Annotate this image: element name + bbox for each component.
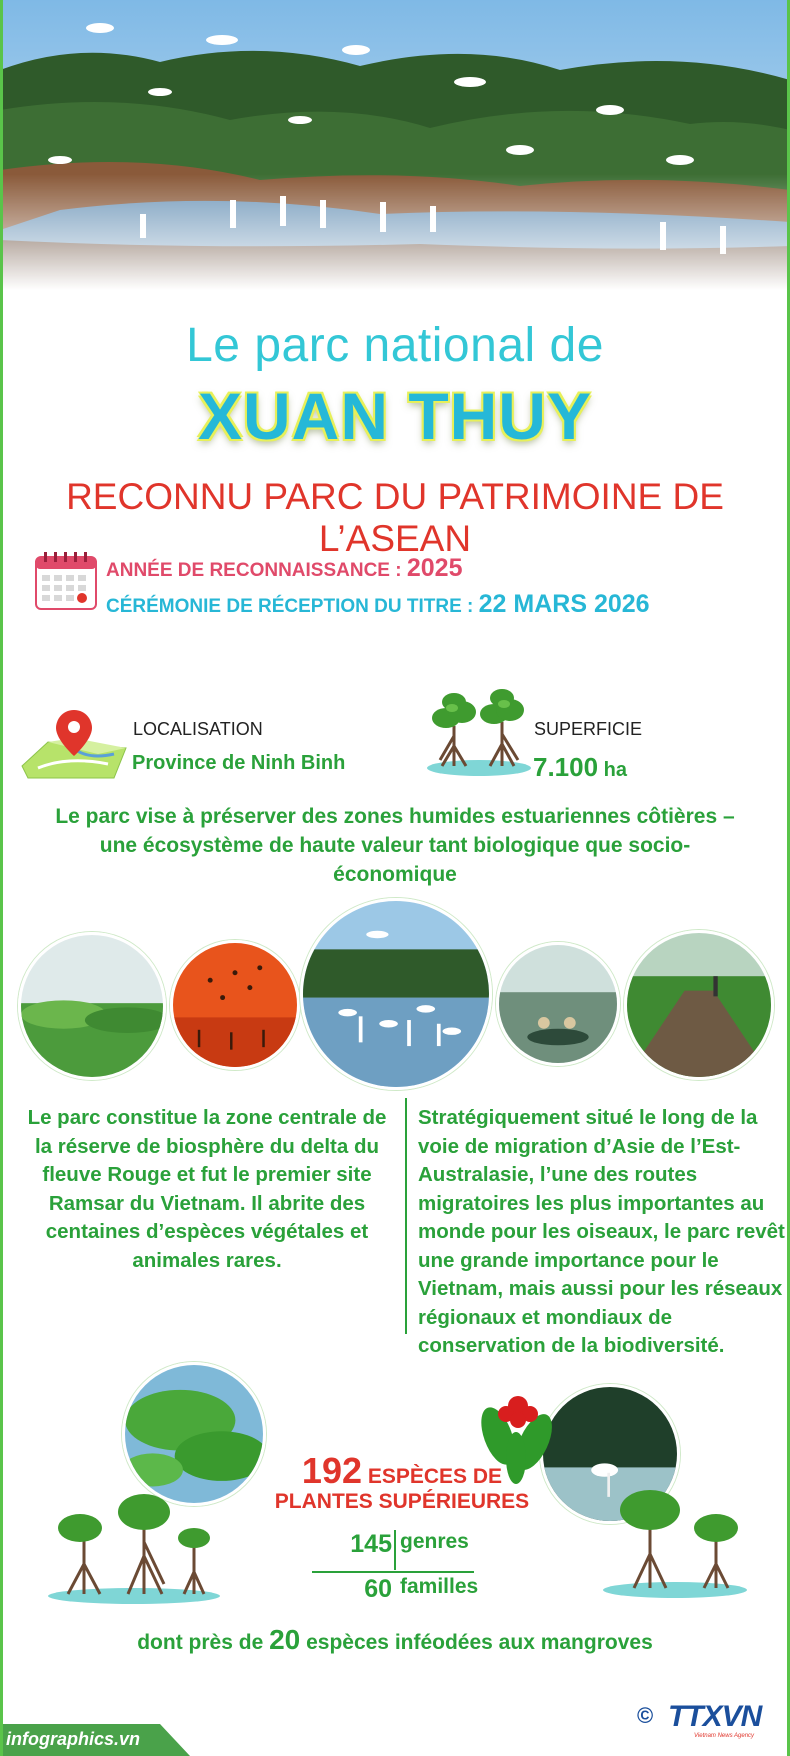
biosphere-text: Le parc constitue la zone centrale de la réserve de biosphère du delta du fleuve Rouge et fut le premier site Ramsar du Vietnam. Il abrite des centaines d’espèces végétales et animales rares. [27, 1106, 387, 1272]
mangrove-trees-right-icon [600, 1470, 750, 1600]
ceremony-date [106, 590, 650, 619]
subtitle: RECONNU PARC DU PATRIMOINE DE L’ASEAN [66, 476, 724, 559]
map-pin-icon [18, 708, 130, 780]
species-label-2: PLANTES SUPÉRIEURES [274, 1490, 530, 1513]
photo-mangrove-path [624, 930, 774, 1080]
title-small: Le parc national de [186, 319, 604, 372]
photo-misty-mangrove [18, 932, 166, 1080]
genres-word: genres [400, 1530, 469, 1553]
migration-text: Stratégiquement situé le long de la voie de migration d’Asie de l’Est-Australasie, l’une des routes migratoires les plus importantes au monde pour les oiseaux, le parc revêt une grande importance pour le Vietnam, mais aussi pour les réseaux régionaux et mondiaux de conservation de la biodiversité. [418, 1106, 785, 1357]
ceremony-date-label: CÉRÉMONIE DE RÉCEPTION DU TITRE : [106, 596, 479, 617]
mangrove-species-line [0, 1624, 790, 1656]
genres-number: 145 [350, 1530, 392, 1558]
location-label: LOCALISATION [133, 719, 263, 739]
area-value [533, 752, 627, 783]
area-label: SUPERFICIE [534, 719, 643, 739]
photo-egrets-wetland [300, 898, 492, 1090]
recognition-year-value: 2025 [406, 554, 463, 582]
recognition-year-label: ANNÉE DE RECONNAISSANCE : [106, 560, 407, 581]
stat-vertical-divider [394, 1530, 396, 1570]
copyright-symbol: © [637, 1703, 654, 1728]
mangrove-tree-icon [424, 686, 534, 778]
footer-site[interactable]: infographics.vn [6, 1729, 141, 1749]
recognition-year [106, 554, 463, 583]
area-number: 7.100 [533, 752, 599, 782]
ttxvn-logo-subtitle: Vietnam News Agency [694, 1733, 755, 1739]
area-unit: ha [598, 759, 627, 781]
mangrove-trees-left-icon [44, 1476, 224, 1606]
mangrove-number: 20 [269, 1624, 301, 1655]
column-divider [405, 1098, 407, 1334]
species-label-1: ESPÈCES DE [362, 1465, 503, 1488]
mangrove-prefix: dont près de [137, 1631, 270, 1654]
ceremony-date-value: 22 MARS 2026 [478, 590, 650, 618]
park-aim-text: Le parc vise à préserver des zones humides estuariennes côtières – une écosystème de haute valeur tant biologique que socio-économique [55, 805, 735, 886]
location-value: Province de Ninh Binh [132, 752, 346, 774]
species-heading [262, 1450, 542, 1514]
stat-horizontal-divider [312, 1571, 474, 1573]
photo-boat-people [496, 942, 620, 1066]
mangrove-suffix: espèces inféodées aux mangroves [300, 1631, 653, 1654]
page-title: XUAN THUY [197, 379, 592, 453]
familles-number: 60 [364, 1575, 392, 1603]
familles-word: familles [400, 1575, 479, 1598]
species-count: 192 [301, 1450, 362, 1491]
ttxvn-logo: TTXVN [668, 1700, 762, 1733]
photo-sunset-birds [170, 940, 300, 1070]
hero-photo-wetland-birds [0, 0, 790, 290]
calendar-icon [34, 551, 98, 611]
